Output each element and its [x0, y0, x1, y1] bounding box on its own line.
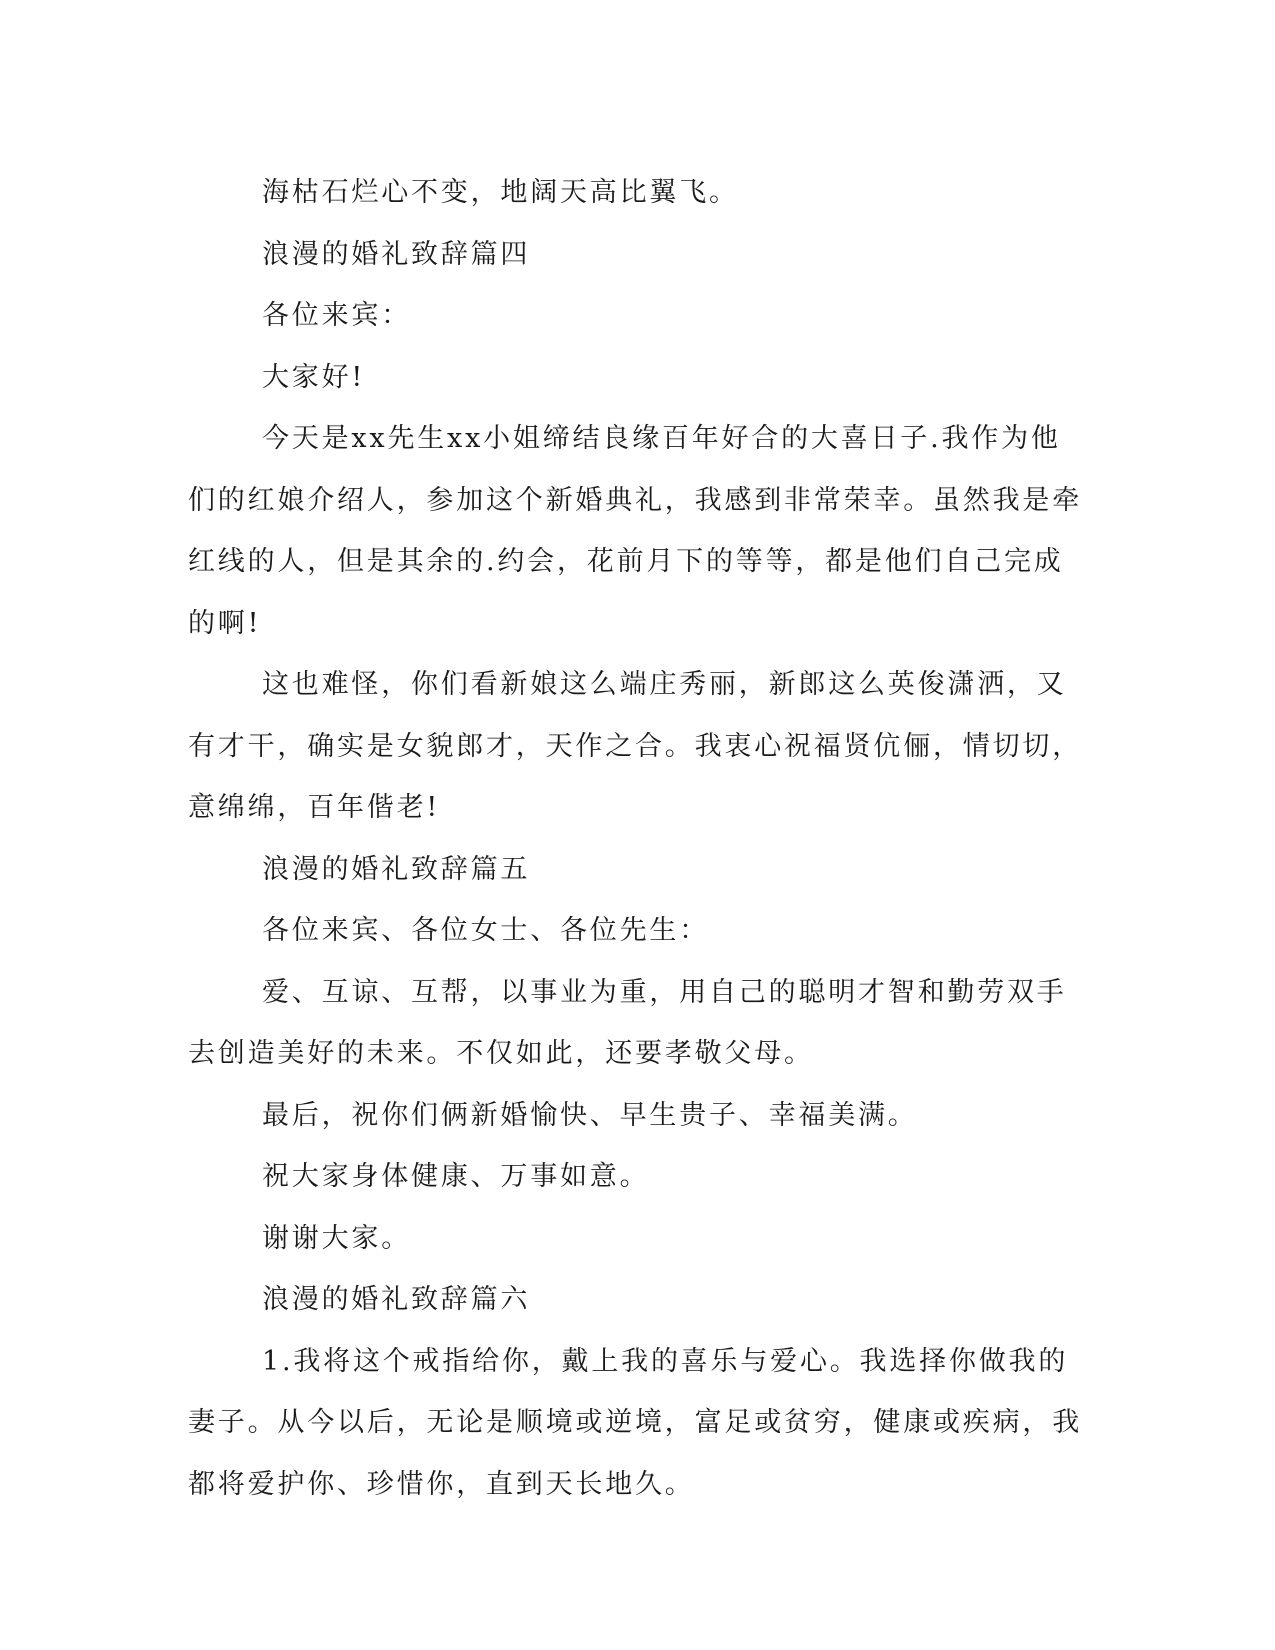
body-paragraph: 这也难怪，你们看新娘这么端庄秀丽，新郎这么英俊潇洒，又有才干，确实是女貌郎才，天作之合。我衷心祝福贤伉俪，情切切，意绵绵，百年偕老!: [188, 669, 1082, 823]
section-heading-6: 浪漫的婚礼致辞篇六: [262, 1284, 531, 1315]
salutation: 各位来宾：: [262, 300, 411, 331]
closing-verse: 海枯石烂心不变，地阔天高比翼飞。: [262, 177, 739, 208]
section-heading-4: 浪漫的婚礼致辞篇四: [262, 238, 531, 270]
body-paragraph: 今天是xx先生xx小姐缔结良缘百年好合的大喜日子.我作为他们的红娘介绍人，参加这个新婚典礼，我感到非常荣幸。虽然我是牵红线的人，但是其余的.约会，花前月下的等等，都是他们自己完成的啊!: [188, 423, 1082, 639]
salutation: 各位来宾、各位女士、各位先生：: [262, 915, 709, 946]
greeting: 大家好!: [262, 361, 366, 393]
section-heading-5: 浪漫的婚礼致辞篇五: [262, 853, 531, 885]
closing-thanks: 谢谢大家。: [262, 1222, 411, 1254]
body-paragraph: 1.我将这个戒指给你，戴上我的喜乐与爱心。我选择你做我的妻子。从今以后，无论是顺境或逆境，富足或贫穷，健康或疾病，我都将爱护你、珍惜你，直到天长地久。: [188, 1345, 1082, 1500]
body-paragraph: 祝大家身体健康、万事如意。: [262, 1161, 650, 1192]
body-paragraph: 爱、互谅、互帮，以事业为重，用自己的聪明才智和勤劳双手去创造美好的未来。不仅如此，还要孝敬父母。: [188, 976, 1067, 1069]
body-paragraph: 最后，祝你们俩新婚愉快、早生贵子、幸福美满。: [262, 1099, 918, 1131]
document-body: [188, 162, 1088, 1515]
